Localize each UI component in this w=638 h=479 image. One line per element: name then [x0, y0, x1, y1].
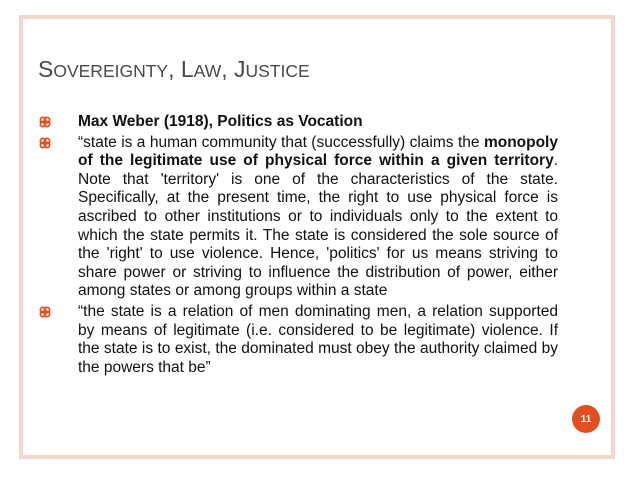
bullet-item — [38, 113, 558, 132]
bullet-text-bold: monopoly of the legitimate use of physical force within a given territory — [78, 133, 558, 170]
title-part: AW — [193, 61, 222, 81]
bullet-text: “the state is a relation of men dominating men, a relation supported by means of legitimate (i.e. considered to be legitimate) violence. If the state is to exist, the dominated must obey the authority claimed by the powers that be” — [78, 302, 558, 376]
bullet-item — [38, 134, 558, 301]
fancy-bullet-icon — [38, 136, 52, 150]
slide-title — [38, 56, 310, 83]
title-part: , L — [168, 56, 194, 82]
bullet-list — [38, 113, 558, 377]
title-part: , J — [221, 56, 246, 82]
bullet-item — [38, 303, 558, 377]
page-number: 11 — [580, 413, 592, 425]
page-number-badge — [572, 405, 600, 433]
title-part: S — [38, 56, 54, 82]
title-part: OVEREIGNTY — [53, 61, 169, 81]
fancy-bullet-icon — [38, 305, 52, 319]
fancy-bullet-icon — [38, 115, 52, 129]
bullet-text: Max Weber (1918), Politics as Vocation — [78, 113, 363, 130]
bullet-text: “state is a human community that (successfully) claims the — [78, 133, 484, 151]
title-part: USTICE — [245, 61, 310, 81]
bullet-text: . Note that 'territory' is one of the characteristics of the state. Specifically, at the present time, the right to use physical force is ascribed to other institutions or to individuals only to the extent to which the state permits it. The state is considered the sole source of the 'right' to use violence. Hence, 'politics' for us means striving to share power or striving to influence the distribution of power, either among states or among groups within a state — [78, 152, 558, 300]
